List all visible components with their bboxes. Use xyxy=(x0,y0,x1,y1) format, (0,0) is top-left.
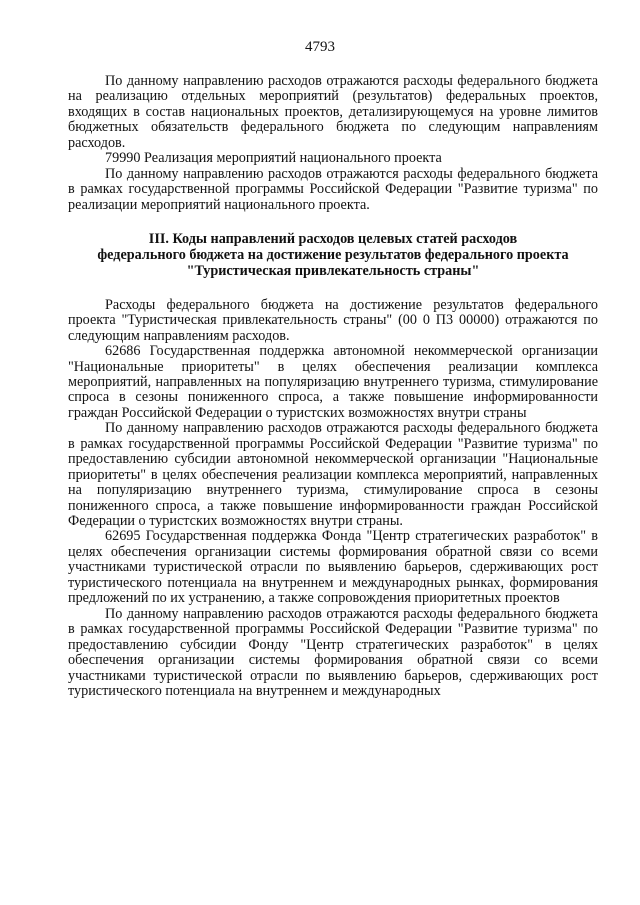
paragraph-section-intro: Расходы федерального бюджета на достижение результатов федерального проекта "Туристическая привлекательность страны" (00 0 П3 00000) отражаются по следующим направлениям расходов. xyxy=(68,296,598,344)
section-heading-line-2: федерального бюджета на достижение результатов федерального проекта xyxy=(97,247,569,264)
paragraph-code-79990: 79990 Реализация мероприятий национального проекта xyxy=(105,150,442,167)
paragraph-code-62695: 62695 Государственная поддержка Фонда "Центр стратегических разработок" в целях обеспечения организации системы формирования обратной связи со всеми участниками туристической отрасли по выявлению барьеров, сдерживающих рост туристического потенциала на внутреннем и международных рынках, формирования предложений по их устранению, а также сопровождения приоритетных проектов xyxy=(68,528,598,607)
paragraph-intro-expenses: По данному направлению расходов отражаются расходы федерального бюджета на реализацию отдельных мероприятий (результатов) федеральных проектов, входящих в состав национальных проектов, детализирующемуся на уровне лимитов бюджетных обязательств федерального бюджета по следующим направлениям расходов. xyxy=(68,73,598,151)
paragraph-code-62686: 62686 Государственная поддержка автономной некоммерческой организации "Национальные приоритеты" в целях обеспечения реализации комплекса мероприятий, направленных на популяризацию внутреннего туризма, стимулирование спроса в сезоны пониженного спроса, а также повышение информированности граждан Российской Федерации о туристских возможностях внутри страны xyxy=(68,343,598,421)
page-number: 4793 xyxy=(305,39,335,55)
paragraph-code-79990-description: По данному направлению расходов отражаются расходы федерального бюджета в рамках государственной программы Российской Федерации "Развитие туризма" по реализации мероприятий национального проекта. xyxy=(68,165,598,213)
section-heading xyxy=(68,231,598,280)
paragraph-code-62695-description: По данному направлению расходов отражаются расходы федерального бюджета в рамках государственной программы Российской Федерации "Развитие туризма" по предоставлению субсидии Фонду "Центр стратегических разработок" в целях обеспечения организации системы формирования обратной связи со всеми участниками туристической отрасли по выявлению барьеров, сдерживающих рост туристического потенциала на внутреннем и международных xyxy=(68,605,598,700)
document-body xyxy=(68,74,598,699)
paragraph-code-62686-description: По данному направлению расходов отражаются расходы федерального бюджета в рамках государственной программы Российской Федерации "Развитие туризма" по предоставлению субсидии автономной некоммерческой организации "Национальные приоритеты" в целях обеспечения реализации комплекса мероприятий, направленных на популяризацию внутреннего туризма, стимулирование спроса в сезоны пониженного спроса, а также повышение информированности граждан Российской Федерации о туристских возможностях внутри страны. xyxy=(68,420,598,530)
section-heading-line-1: III. Коды направлений расходов целевых статей расходов xyxy=(148,231,518,248)
section-heading-line-3: "Туристическая привлекательность страны" xyxy=(186,263,480,280)
